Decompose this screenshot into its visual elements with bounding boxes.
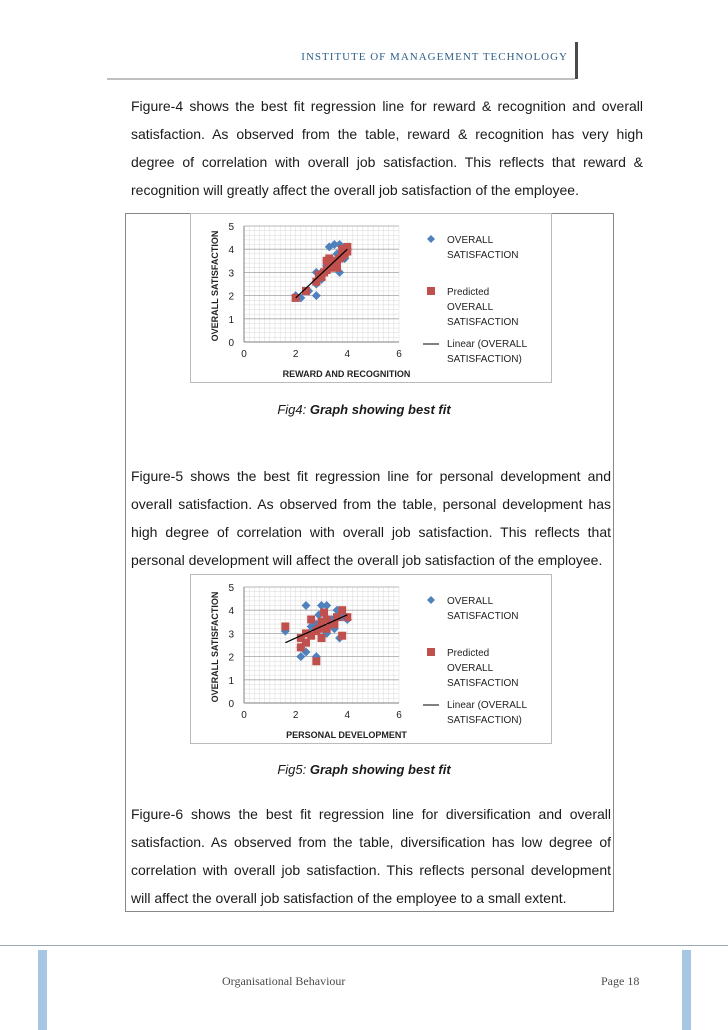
caption-fig5 — [0, 762, 728, 777]
chart-fig5-svg — [191, 575, 551, 743]
y-tick-label: 1 — [228, 314, 234, 326]
y-tick-label: 3 — [228, 629, 234, 641]
x-tick-label: 6 — [396, 710, 402, 721]
data-point-predicted — [320, 609, 328, 617]
header-rule — [107, 78, 575, 80]
legend-label: Predicted — [447, 648, 490, 659]
chart-fig5 — [190, 574, 552, 744]
data-point-actual — [312, 291, 321, 300]
legend-marker-predicted — [427, 648, 435, 656]
y-axis-title: OVERALL SATISFACTION — [210, 591, 220, 703]
x-axis-title: REWARD AND RECOGNITION — [282, 369, 411, 379]
caption-fig4-text: Graph showing best fit — [309, 402, 451, 417]
data-point-predicted — [323, 257, 331, 265]
legend-label: OVERALL — [447, 596, 494, 607]
data-point-predicted — [338, 632, 346, 640]
data-point-predicted — [281, 622, 289, 630]
header-vertical-bar — [575, 42, 578, 79]
data-point-predicted — [302, 639, 310, 647]
y-tick-label: 5 — [228, 222, 234, 233]
legend-label: OVERALL — [447, 302, 494, 313]
legend-marker-actual — [427, 596, 435, 604]
legend-marker-actual — [427, 235, 435, 243]
legend-label: SATISFACTION) — [447, 354, 522, 365]
legend-label: SATISFACTION — [447, 250, 519, 261]
y-tick-label: 1 — [228, 675, 234, 687]
footer-right-bar — [682, 950, 691, 1030]
legend-label: Predicted — [447, 287, 490, 298]
header-title: INSTITUTE OF MANAGEMENT TECHNOLOGY — [301, 51, 568, 63]
data-point-predicted — [343, 613, 351, 621]
data-point-predicted — [333, 264, 341, 272]
chart-fig4-svg — [191, 214, 551, 382]
footer-left-bar — [38, 950, 47, 1030]
caption-fig5-text: Graph showing best fit — [309, 762, 451, 777]
y-tick-label: 4 — [228, 245, 234, 257]
legend-label: SATISFACTION) — [447, 715, 522, 726]
data-point-predicted — [315, 271, 323, 279]
y-tick-label: 2 — [228, 291, 234, 303]
x-tick-label: 0 — [241, 710, 247, 721]
y-tick-label: 4 — [228, 606, 234, 618]
caption-fig4-prefix: Fig4: — [277, 402, 310, 417]
footer-rule — [0, 945, 728, 946]
caption-fig5-prefix: Fig5: — [277, 762, 310, 777]
caption-fig4 — [0, 402, 728, 417]
paragraph-fig6-intro: Figure-6 shows the best fit regression line for diversification and overall satisfaction. As observed from the table, diversification has low degree of correlation with overall job satisfaction. This reflects personal development will affect the overall job satisfaction of the employee to a small extent. — [131, 806, 611, 906]
chart-fig4 — [190, 213, 552, 383]
y-tick-label: 0 — [228, 699, 234, 710]
data-point-actual — [302, 601, 311, 610]
y-tick-label: 2 — [228, 652, 234, 664]
x-tick-label: 4 — [344, 710, 351, 721]
x-tick-label: 6 — [396, 349, 402, 360]
legend-marker-predicted — [427, 287, 435, 295]
data-point-predicted — [318, 634, 326, 642]
y-axis-title: OVERALL SATISFACTION — [210, 230, 220, 342]
data-point-predicted — [312, 657, 320, 665]
y-tick-label: 5 — [228, 583, 234, 594]
legend-label: Linear (OVERALL — [447, 339, 528, 350]
data-point-predicted — [338, 606, 346, 614]
legend-label: SATISFACTION — [447, 317, 519, 328]
legend-label: Linear (OVERALL — [447, 700, 528, 711]
paragraph-fig4-intro: Figure-4 shows the best fit regression line for reward & recognition and overall satisfaction. As observed from the table, reward & recognition has very high degree of correlation with overall job satisfaction. This reflects that reward & recognition will greatly affect the overall job satisfaction of the employee. — [131, 98, 643, 198]
footer-page-number: Page 18 — [601, 974, 640, 988]
x-tick-label: 4 — [344, 349, 351, 360]
legend-label: SATISFACTION — [447, 611, 519, 622]
legend-label: SATISFACTION — [447, 678, 519, 689]
x-axis-title: PERSONAL DEVELOPMENT — [286, 730, 407, 740]
paragraph-fig5-intro: Figure-5 shows the best fit regression line for personal development and overall satisfaction. As observed from the table, personal development has high degree of correlation with overall job satisfaction. This reflects that personal development will affect the overall job satisfaction of the employee. — [131, 468, 611, 568]
data-point-predicted — [307, 615, 315, 623]
x-tick-label: 2 — [292, 349, 299, 360]
x-tick-label: 2 — [292, 710, 299, 721]
legend-label: OVERALL — [447, 235, 494, 246]
legend-label: OVERALL — [447, 663, 494, 674]
footer-course-name: Organisational Behaviour — [222, 974, 346, 988]
x-tick-label: 0 — [241, 349, 247, 360]
y-tick-label: 3 — [228, 268, 234, 280]
y-tick-label: 0 — [228, 338, 234, 349]
